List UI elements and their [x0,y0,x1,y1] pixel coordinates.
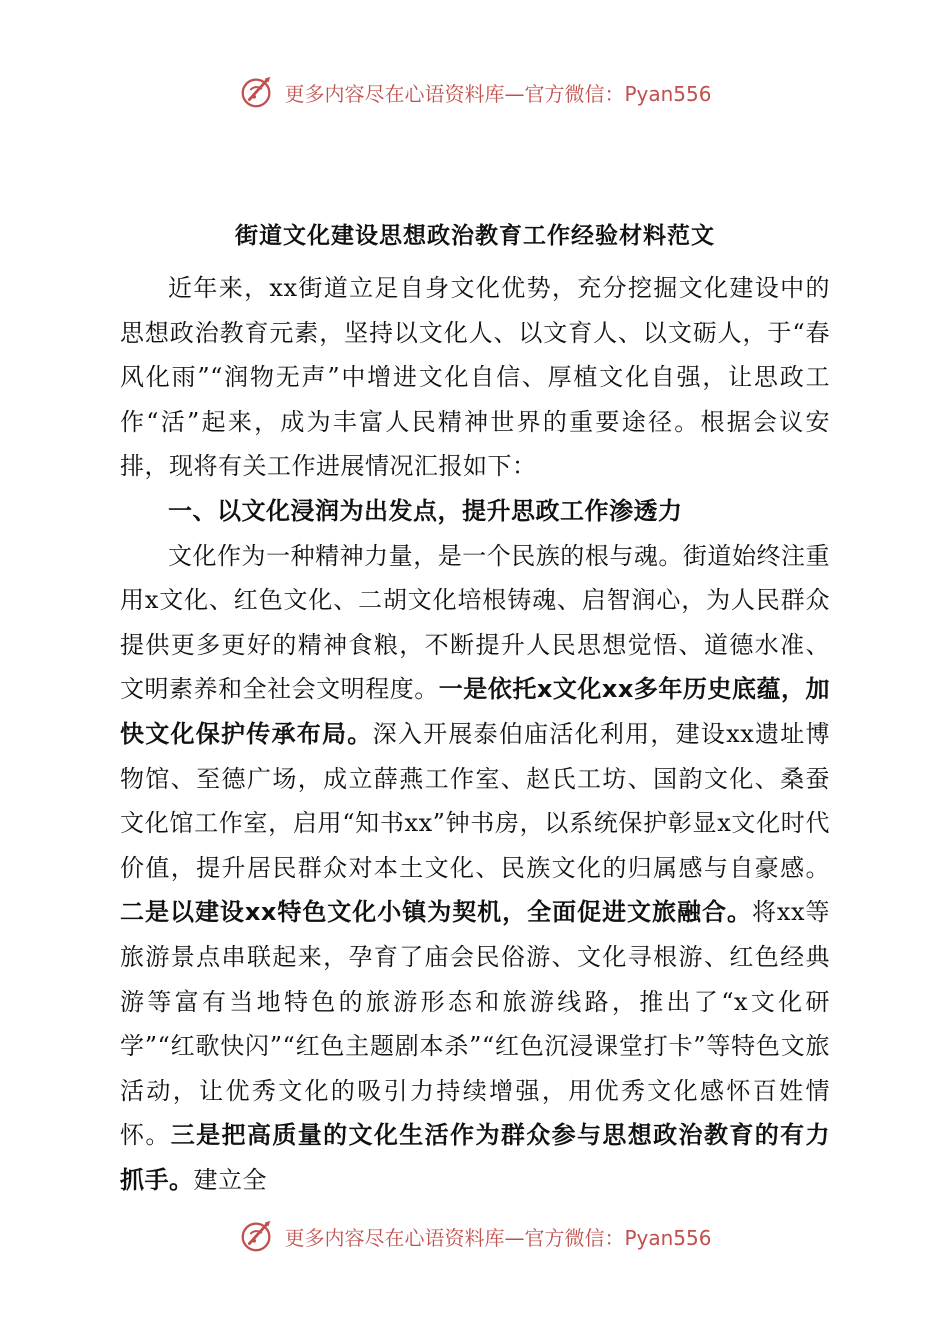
report-line: 根据会议安排，现将有关工作进展情况汇报如下： [120,407,830,481]
watermark-text: 更多内容尽在心语资料库—官方微信：Pyan556 [284,81,712,106]
pen-seal-icon [238,73,276,111]
watermark-text: 更多内容尽在心语资料库—官方微信：Pyan556 [284,1225,712,1250]
point-2-title: 二是以建设xx特色文化小镇为契机，全面促进文旅融合。 [120,898,752,927]
point-3-text: 建立全 [193,1165,267,1194]
section-1-paragraph [120,534,830,1203]
point-1-text: 深入开展泰伯庙活化利用，建设xx遗址博物馆、至德广场，成立薛燕工作室、赵氏工坊、国韵文化、桑蚕文化馆工作室，启用“知书xx”钟书房，以系统保护彰显x文化时代价值，提升居民群众对本土文化、民族文化的归属感与自豪感。 [120,719,831,882]
section-1-lead: 文化作为一种精神力量，是一个民族的根与魂。街道始终注重用x文化、红色文化、二胡文化培根铸魂、启智润心，为人民群众提供更多更好的精神食粮，不断提升人民思想觉悟、道德水准、文明素养和全社会文明程度。 [120,541,830,704]
header-watermark [0,68,950,116]
document-body [120,266,830,1202]
pen-seal-icon [238,1217,276,1255]
footer-watermark [0,1212,950,1260]
point-2-text: 将xx等旅游景点串联起来，孕育了庙会民俗游、文化寻根游、红色经典游等富有当地特色的旅游形态和旅游线路，推出了“x文化研学”“红歌快闪”“红色主题剧本杀”“红色沉浸课堂打卡”等特色文旅活动，让优秀文化的吸引力持续增强，用优秀文化感怀百姓情怀。 [120,898,830,1150]
section-1-heading: 一、以文化浸润为出发点，提升思政工作渗透力 [168,496,683,525]
point-1-title: 一是依托x文化xx多年历史底蕴，加快文化保护传承布局。 [120,675,830,748]
point-3-title: 三是把高质量的文化生活作为群众参与思想政治教育的有力抓手。 [120,1121,831,1194]
intro-text: 近年来，xx街道立足自身文化优势，充分挖掘文化建设中的思想政治教育元素，坚持以文化人、以文育人、以文砺人，于“春风化雨”“润物无声”中增进文化自信、厚植文化自强，让思政工作“活”起来，成为丰富人民精神世界的重要途径。 [120,274,830,436]
intro-paragraph [120,266,830,489]
document-title: 街道文化建设思想政治教育工作经验材料范文 [235,223,715,249]
